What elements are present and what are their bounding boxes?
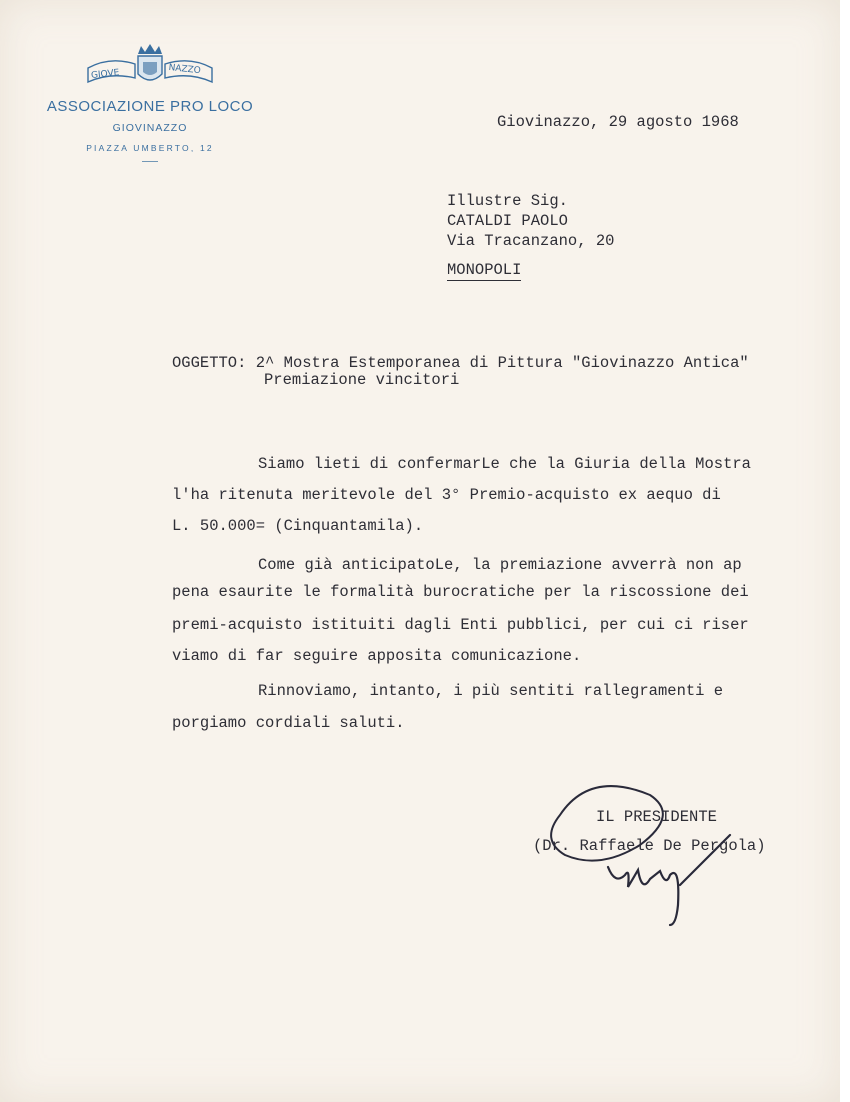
recipient-city: MONOPOLI [447, 261, 522, 279]
page-edge [840, 0, 850, 1102]
town-crest-logo [80, 38, 220, 90]
subject-title: 2^ Mostra Estemporanea di Pittura "Giovinazzo Antica" [255, 354, 749, 372]
svg-text:GIOVE: GIOVE [90, 68, 120, 81]
body-line: Come già anticipatoLe, la premiazione avverrà non ap [258, 556, 742, 574]
recipient-salutation: Illustre Sig. [447, 192, 568, 210]
association-city: GIOVINAZZO [112, 122, 188, 134]
signatory-name: (Dr. Raffaele De Pergola) [533, 837, 766, 855]
body-line: viamo di far seguire apposita comunicazione. [172, 647, 582, 665]
recipient-city-wrap [447, 263, 521, 279]
body-line: Rinnoviamo, intanto, i più sentiti rallegramenti e [258, 682, 724, 700]
subject-label: OGGETTO: [172, 354, 247, 372]
body-line: L. 50.000= (Cinquantamila). [172, 517, 424, 535]
recipient-name: CATALDI PAOLO [447, 212, 568, 230]
signature-scribble [520, 775, 800, 945]
handwritten-signature [520, 775, 800, 945]
association-name: ASSOCIAZIONE PRO LOCO [46, 98, 254, 115]
body-line: premi-acquisto istituiti dagli Enti pubblici, per cui ci riser [172, 616, 749, 634]
date-line: Giovinazzo, 29 agosto 1968 [497, 113, 739, 131]
body-line: l'ha ritenuta meritevole del 3° Premio-acquisto ex aequo di [172, 486, 721, 504]
body-line: Siamo lieti di confermarLe che la Giuria della Mostra [258, 455, 751, 473]
letterhead-divider [142, 161, 158, 162]
body-line: porgiamo cordiali saluti. [172, 714, 405, 732]
letterhead [30, 38, 270, 162]
subject-subtitle: Premiazione vincitori [264, 371, 460, 389]
subject-line [172, 356, 749, 372]
association-address: PIAZZA UMBERTO, 12 [86, 143, 214, 153]
closing-title: IL PRESIDENTE [596, 808, 717, 826]
svg-text:NAZZO: NAZZO [168, 62, 202, 77]
body-line: pena esaurite le formalità burocratiche per la riscossione dei [172, 583, 749, 601]
recipient-street: Via Tracanzano, 20 [447, 232, 615, 250]
